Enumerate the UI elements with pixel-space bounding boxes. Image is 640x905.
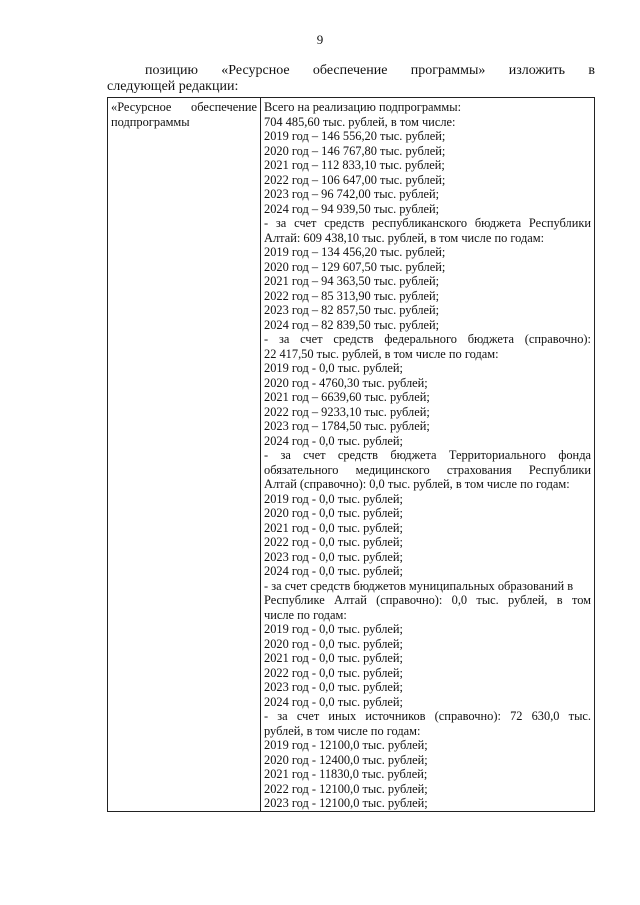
content-line: - за счет средств бюджетов муниципальных образований в	[264, 578, 574, 593]
content-line: Всего на реализацию подпрограммы:	[264, 100, 462, 114]
content-line: числе по годам:	[264, 607, 347, 622]
content-line: 2019 год – 146 556,20 тыс. рублей;	[264, 129, 446, 143]
intro-line-2: следующей редакции:	[107, 79, 239, 94]
content-line: - за счет средств республиканского бюджета Республики	[264, 216, 591, 230]
content-line: 2020 год - 0,0 тыс. рублей;	[264, 636, 403, 651]
content-line: 704 485,60 тыс. рублей, в том числе:	[264, 114, 456, 129]
content-line: 2020 год - 0,0 тыс. рублей;	[264, 506, 403, 520]
content-line: 2021 год – 6639,60 тыс. рублей;	[264, 390, 430, 404]
content-line: 2022 год – 9233,10 тыс. рублей;	[264, 404, 430, 419]
content-line: 2023 год - 0,0 тыс. рублей;	[264, 549, 403, 564]
intro-paragraph	[107, 63, 595, 94]
content-line: 2024 год - 0,0 тыс. рублей;	[264, 433, 403, 448]
content-line: 2020 год – 129 607,50 тыс. рублей;	[264, 259, 446, 274]
content-line: 2023 год – 1784,50 тыс. рублей;	[264, 419, 430, 433]
content-line: Алтай: 609 438,10 тыс. рублей, в том числе по годам:	[264, 230, 545, 245]
content-line: 2019 год - 0,0 тыс. рублей;	[264, 622, 403, 636]
table-cell-content	[261, 98, 595, 812]
content-line: 2020 год - 12400,0 тыс. рублей;	[264, 752, 428, 767]
content-line: обязательного медицинского страхования Республики	[264, 462, 591, 477]
page-number: 9	[316, 32, 324, 47]
content-line: 22 417,50 тыс. рублей, в том числе по годам:	[264, 346, 499, 361]
content-line: 2023 год - 12100,0 тыс. рублей;	[264, 796, 428, 810]
content-line: 2020 год - 4760,30 тыс. рублей;	[264, 375, 428, 390]
content-line: 2021 год – 112 833,10 тыс. рублей;	[264, 158, 445, 172]
content-line: 2022 год – 106 647,00 тыс. рублей;	[264, 172, 446, 187]
content-line: 2024 год – 82 839,50 тыс. рублей;	[264, 317, 440, 332]
content-line: 2019 год - 12100,0 тыс. рублей;	[264, 738, 428, 752]
content-line: - за счет иных источников (справочно): 72 630,0 тыс.	[264, 709, 591, 723]
content-line: 2024 год - 0,0 тыс. рублей;	[264, 694, 403, 709]
content-line: 2023 год - 0,0 тыс. рублей;	[264, 680, 403, 694]
content-line: рублей, в том числе по годам:	[264, 723, 421, 738]
content-line: 2019 год - 0,0 тыс. рублей;	[264, 361, 403, 375]
content-line: 2022 год - 0,0 тыс. рублей;	[264, 535, 403, 549]
table-row	[108, 98, 595, 812]
intro-line-1: позицию «Ресурсное обеспечение программы» изложить в	[145, 63, 595, 78]
content-line: 2023 год – 82 857,50 тыс. рублей;	[264, 303, 440, 317]
content-line: 2022 год - 0,0 тыс. рублей;	[264, 665, 403, 680]
content-line: 2021 год - 11830,0 тыс. рублей;	[264, 767, 428, 781]
content-line: - за счет средств федерального бюджета (справочно):	[264, 332, 591, 346]
label-line-2: подпрограммы	[111, 114, 190, 129]
content-line: 2024 год – 94 939,50 тыс. рублей;	[264, 201, 440, 216]
content-line: 2019 год - 0,0 тыс. рублей;	[264, 491, 403, 506]
content-line: 2021 год - 0,0 тыс. рублей;	[264, 651, 403, 665]
content-line: Республике Алтай (справочно): 0,0 тыс. рублей, в том	[264, 593, 591, 607]
content-line: 2023 год – 96 742,00 тыс. рублей;	[264, 187, 440, 201]
content-line: 2019 год – 134 456,20 тыс. рублей;	[264, 245, 446, 259]
content-line: 2022 год - 12100,0 тыс. рублей;	[264, 781, 428, 796]
content-line: - за счет средств бюджета Территориального фонда	[264, 448, 591, 462]
content-line: 2022 год – 85 313,90 тыс. рублей;	[264, 288, 440, 303]
content-line: 2021 год – 94 363,50 тыс. рублей;	[264, 274, 440, 288]
content-line: 2024 год - 0,0 тыс. рублей;	[264, 564, 403, 578]
resource-table	[107, 97, 595, 812]
content-line: 2021 год - 0,0 тыс. рублей;	[264, 520, 403, 535]
table-cell-label	[108, 98, 261, 812]
content-line: Алтай (справочно): 0,0 тыс. рублей, в том числе по годам:	[264, 477, 570, 491]
label-line-1: «Ресурсное обеспечение	[111, 100, 257, 114]
content-line: 2020 год – 146 767,80 тыс. рублей;	[264, 143, 446, 158]
